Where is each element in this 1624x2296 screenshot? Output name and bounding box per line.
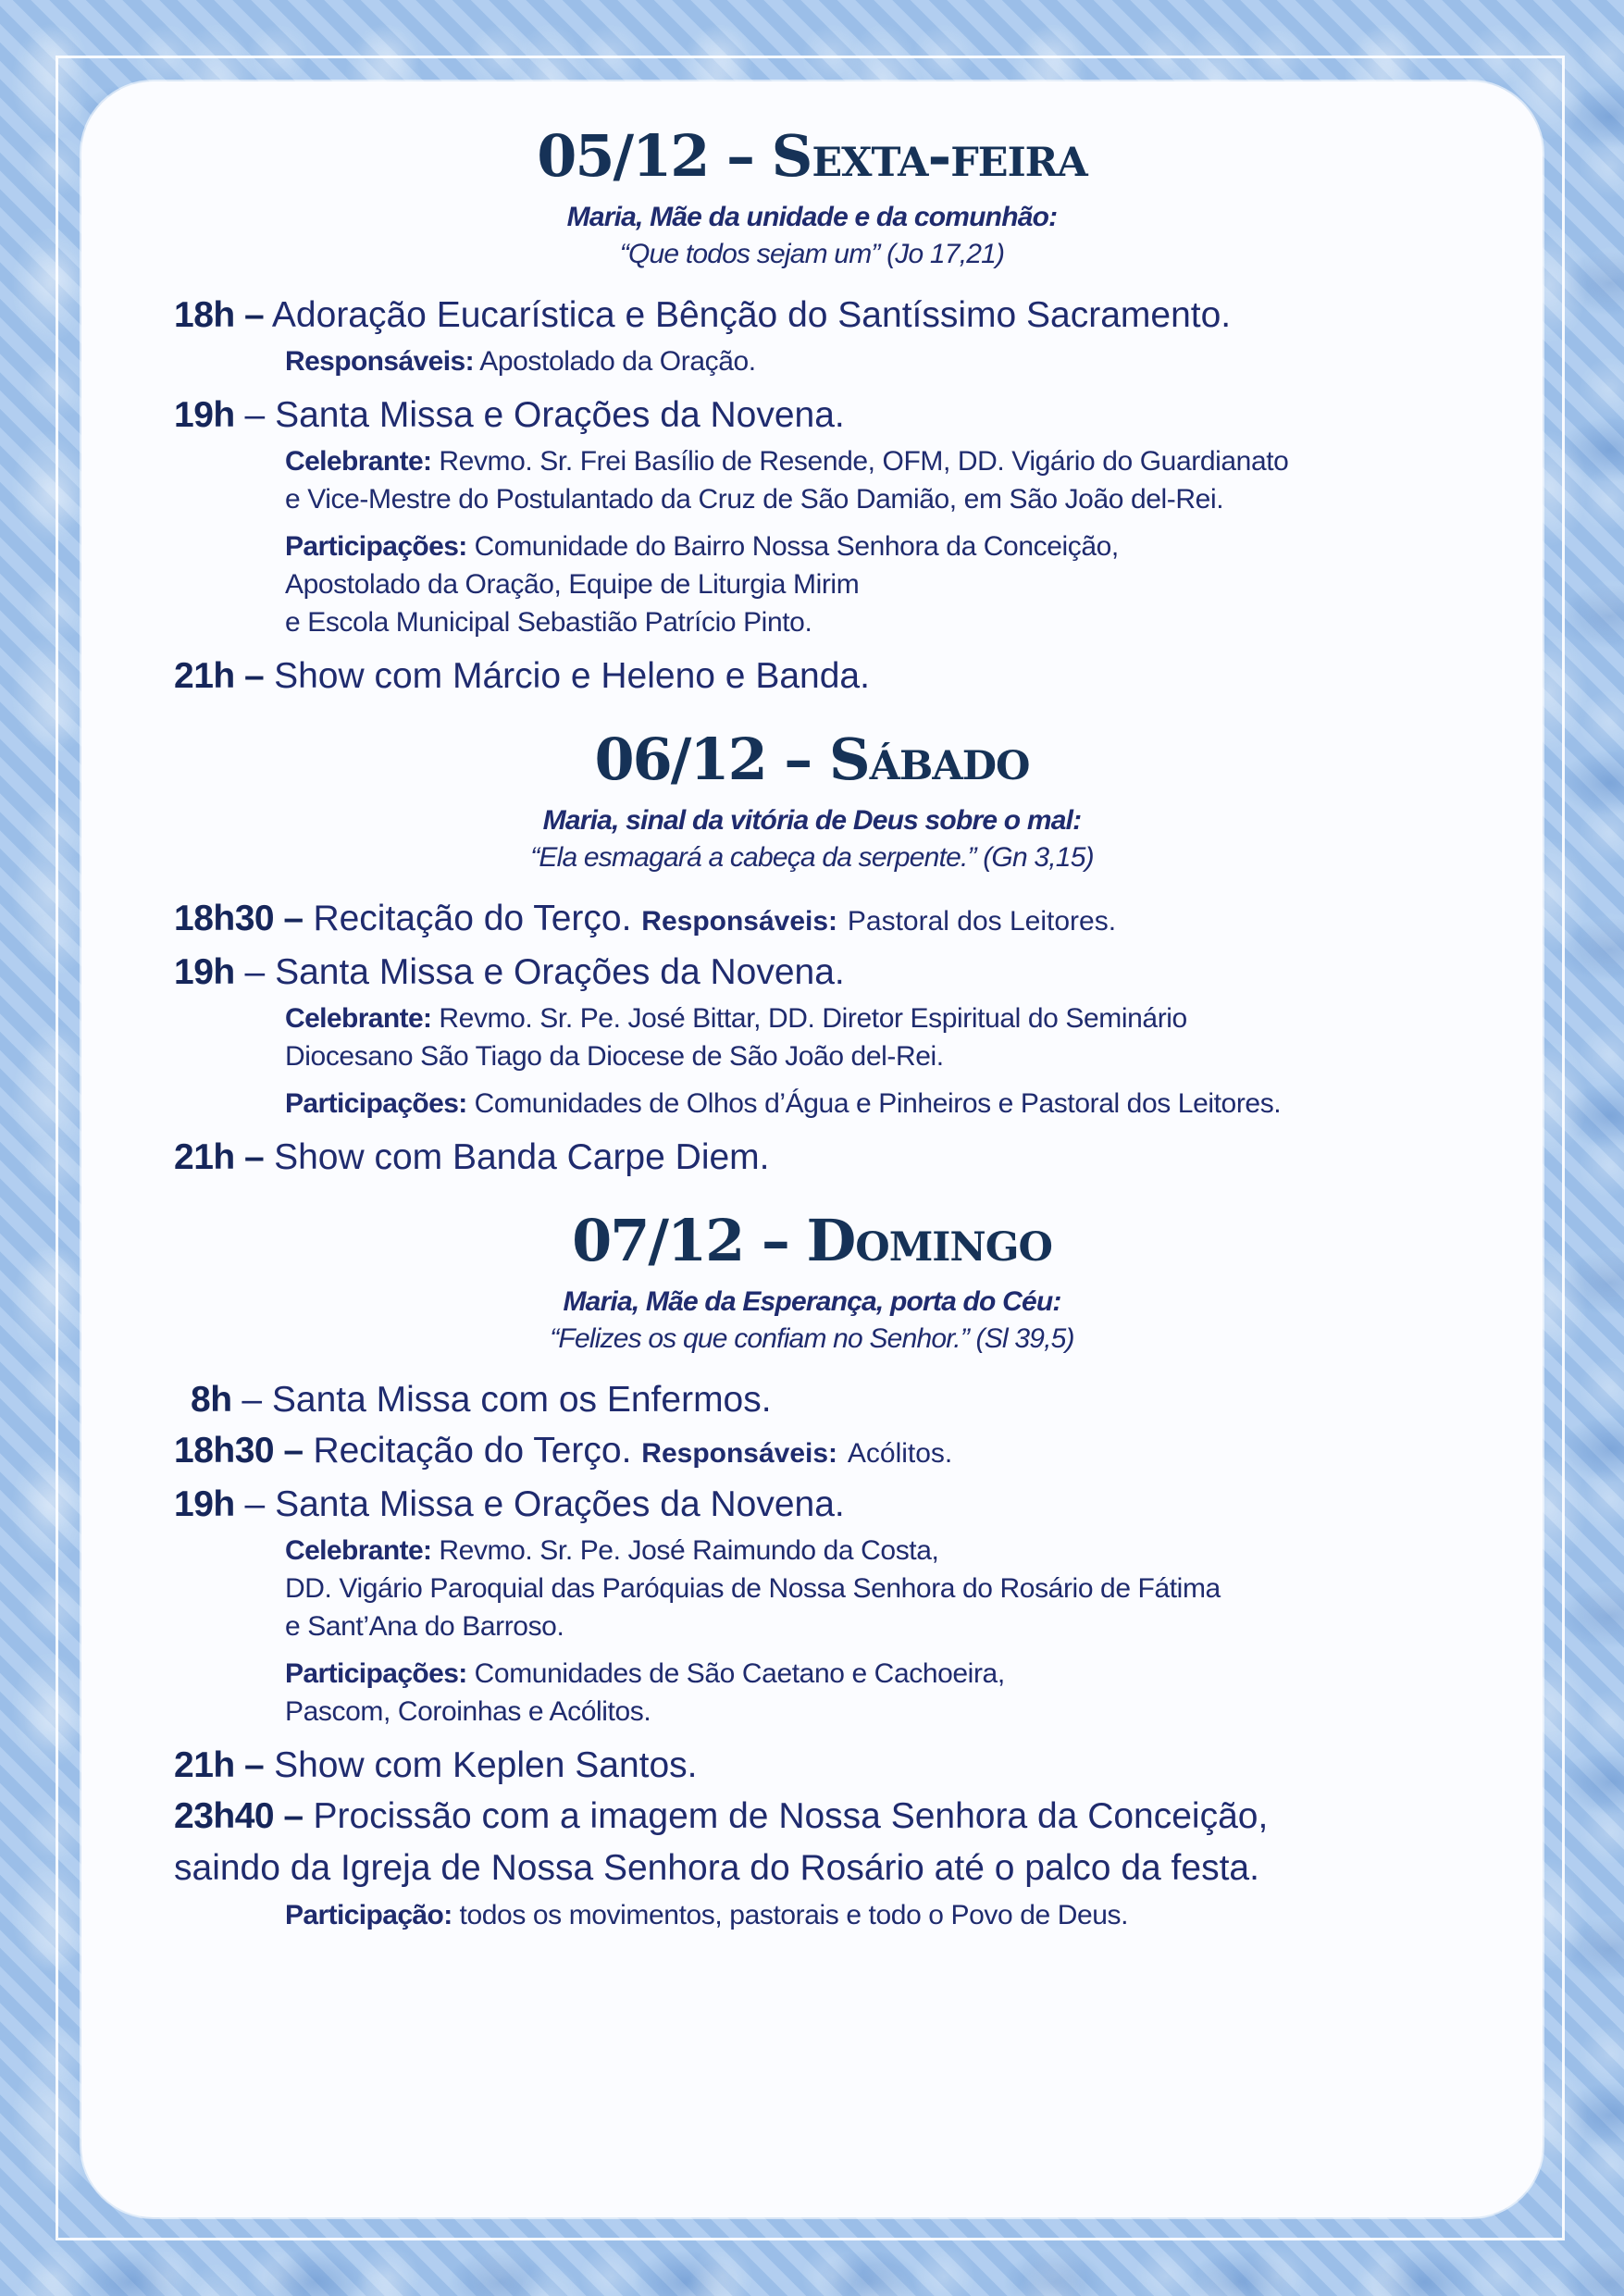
detail-label: Responsáveis: (285, 346, 474, 378)
day-motto (174, 1284, 1450, 1358)
motto-theme: Maria, sinal da vitória de Deus sobre o mal: (542, 805, 1082, 837)
motto-quote: “Que todos sejam um” (Jo 17,21) (619, 239, 1005, 270)
motto-quote: “Ela esmagará a cabeça da serpente.” (Gn 3,15) (530, 842, 1094, 874)
event-item (174, 1132, 1450, 1183)
event-time: 21h – (174, 1137, 265, 1178)
detail-text: Comunidades de São Caetano e Cachoeira, (474, 1658, 1005, 1690)
event-text: Recitação do Terço. (313, 1431, 632, 1471)
event-text: Show com Keplen Santos. (274, 1745, 698, 1786)
event-item (174, 1791, 1450, 1894)
detail-text: Comunidades de Olhos d’Água e Pinheiros e Pastoral dos Leitores. (474, 1088, 1282, 1120)
detail-text: e Vice-Mestre do Postulantado da Cruz de São Damião, em São João del-Rei. (285, 484, 1224, 515)
event-detail (174, 1085, 1450, 1123)
event-time: 18h30 – (174, 899, 304, 939)
event-time: 21h – (174, 656, 265, 697)
day-date: 05/12 – (537, 122, 754, 190)
event-detail (174, 442, 1450, 518)
event-item (174, 947, 1450, 998)
inline-value: Pastoral dos Leitores. (847, 906, 1117, 937)
event-detail (174, 527, 1450, 641)
detail-label: Participações: (285, 531, 467, 563)
event-time: 19h (174, 952, 235, 993)
day-date: 06/12 – (594, 726, 812, 794)
inline-label: Responsáveis: (641, 906, 838, 937)
event-item (174, 1479, 1450, 1530)
event-detail (174, 342, 1450, 380)
day-weekday: Sexta-feira (771, 122, 1087, 190)
event-item (174, 290, 1450, 341)
day-title (174, 726, 1450, 794)
event-text: Adoração Eucarística e Bênção do Santíssimo Sacramento. (271, 295, 1232, 336)
day-section-05-12 (174, 122, 1450, 701)
detail-label: Celebrante: (285, 446, 432, 478)
motto-theme: Maria, Mãe da Esperança, porta do Céu: (563, 1286, 1061, 1318)
day-date: 07/12 – (572, 1207, 788, 1275)
event-text: – Santa Missa e Orações da Novena. (244, 395, 845, 436)
detail-text: Apostolado da Oração. (479, 346, 756, 378)
event-time: 8h (191, 1380, 232, 1421)
event-text: – Santa Missa e Orações da Novena. (244, 1484, 845, 1525)
inline-label: Responsáveis: (641, 1438, 838, 1470)
detail-text: Revmo. Sr. Pe. José Bittar, DD. Diretor Espiritual do Seminário (439, 1003, 1187, 1035)
detail-text: Comunidade do Bairro Nossa Senhora da Conceição, (474, 531, 1119, 563)
motto-theme: Maria, Mãe da unidade e da comunhão: (566, 202, 1058, 233)
day-section-07-12 (174, 1207, 1450, 1934)
event-item (174, 390, 1450, 441)
detail-label: Celebrante: (285, 1535, 432, 1567)
day-weekday: Sábado (828, 726, 1030, 794)
event-item (174, 893, 1450, 947)
event-item (174, 1425, 1450, 1479)
day-motto (174, 802, 1450, 876)
event-item (174, 1740, 1450, 1791)
event-time: 18h – (174, 295, 265, 336)
inline-value: Acólitos. (847, 1438, 953, 1470)
day-title (174, 122, 1450, 190)
event-text: Recitação do Terço. (313, 899, 632, 939)
event-text: – Santa Missa e Orações da Novena. (244, 952, 845, 993)
day-motto (174, 199, 1450, 273)
detail-text: Revmo. Sr. Pe. José Raimundo da Costa, (439, 1535, 939, 1567)
detail-text: Revmo. Sr. Frei Basílio de Resende, OFM, DD. Vigário do Guardianato (439, 446, 1289, 478)
event-time: 23h40 – (174, 1796, 304, 1837)
day-section-06-12 (174, 726, 1450, 1183)
detail-label: Participação: (285, 1900, 452, 1931)
event-item (174, 651, 1450, 701)
detail-label: Participações: (285, 1658, 467, 1690)
motto-quote: “Felizes os que confiam no Senhor.” (Sl 39,5) (550, 1323, 1074, 1355)
event-detail (174, 1896, 1450, 1934)
event-text: Show com Márcio e Heleno e Banda. (274, 656, 870, 697)
detail-text: e Escola Municipal Sebastião Patrício Pinto. (285, 607, 812, 639)
event-text: Show com Banda Carpe Diem. (274, 1137, 770, 1178)
event-text-continued: saindo da Igreja de Nossa Senhora do Rosário até o palco da festa. (174, 1848, 1259, 1889)
detail-label: Celebrante: (285, 1003, 432, 1035)
detail-text: Apostolado da Oração, Equipe de Liturgia Mirim (285, 569, 860, 601)
schedule-card (81, 81, 1543, 2217)
event-detail (174, 1532, 1450, 1645)
detail-text: Pascom, Coroinhas e Acólitos. (285, 1696, 651, 1728)
event-time: 19h (174, 395, 235, 436)
event-detail (174, 1655, 1450, 1731)
event-text: – Santa Missa com os Enfermos. (242, 1380, 772, 1421)
detail-label: Participações: (285, 1088, 467, 1120)
event-item (174, 1374, 1450, 1425)
detail-text: DD. Vigário Paroquial das Paróquias de Nossa Senhora do Rosário de Fátima (285, 1573, 1221, 1605)
event-time: 19h (174, 1484, 235, 1525)
event-time: 21h – (174, 1745, 265, 1786)
day-title (174, 1207, 1450, 1275)
detail-text: todos os movimentos, pastorais e todo o Povo de Deus. (459, 1900, 1129, 1931)
day-weekday: Domingo (806, 1207, 1052, 1275)
event-text: Procissão com a imagem de Nossa Senhora da Conceição, (313, 1796, 1269, 1837)
detail-text: e Sant’Ana do Barroso. (285, 1611, 564, 1643)
event-detail (174, 999, 1450, 1075)
detail-text: Diocesano São Tiago da Diocese de São João del-Rei. (285, 1041, 944, 1073)
event-time: 18h30 – (174, 1431, 304, 1471)
